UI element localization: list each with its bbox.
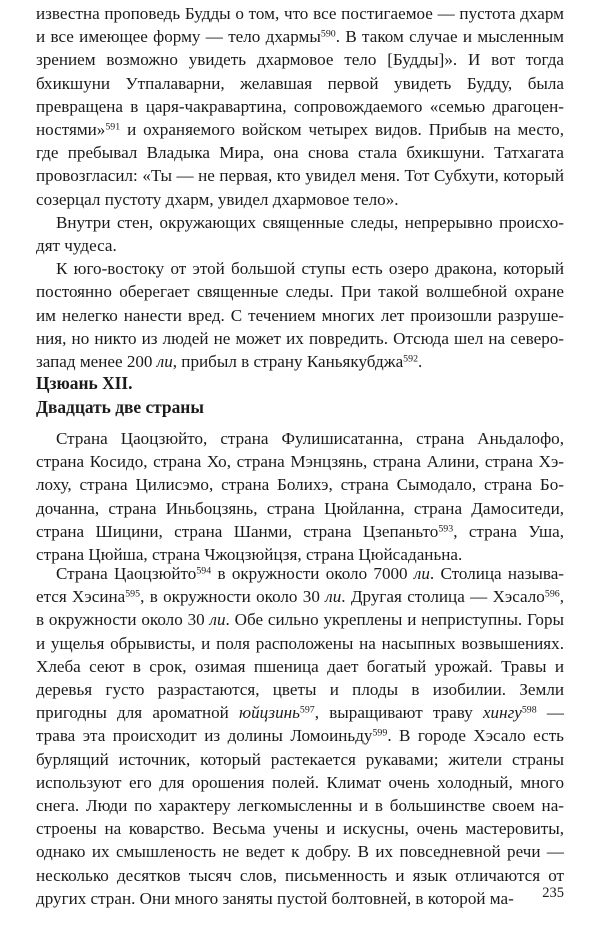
text-run: Страна Цаоцзюйто [56,564,197,583]
page-number: 235 [542,885,564,901]
italic-term: хингу [482,703,522,723]
text-run: и охраняемого войском четырех видов. Прибыв на место, где пребывал Владыка Мира, она снова стала бхикшуни. Татхагата провозгласил: «Ты — не первая, кто увидел меня. Тот Субхути, который созерцал пустоту дхарм, увидел дхармовое тело». [36,120,564,209]
text-run: Внутри стен, окружающих священные следы, непрерывно происходят чудеса. [36,212,564,256]
text-run: . В городе Хэсало есть бурлящий источник, который растекается рукавами; жители страны используют его для орошения полей. Климат очень холодный, много снега. Люди по характеру легкомысленны и в большинстве своем настроены на коварство. Весьма учены и искусны, очень мастеровиты, однако их смышленость не ведет к добру. В их повседневной речи — несколько десятков тысяч слов, письменность и язык отличаются от других стран. Они много заняты пустой болтовней, в которой ма- [36,726,564,908]
text-run: , страна Уша, страна Цюйша, страна Чжоцзюйцзя, страна Цюйсаданьна. [36,521,564,565]
text-run: — трава эта происходит из долины Ломоиньду [36,703,564,746]
footnote-marker: 594 [196,565,212,577]
italic-term: ли [209,610,226,630]
footnote-marker: 596 [544,588,560,600]
italic-term: ли [156,352,173,372]
text-run: , выращивают траву [314,703,483,723]
footnote-marker: 591 [105,121,121,133]
paragraph [36,211,564,257]
footnote-marker: 599 [372,727,388,739]
text-run: . [418,352,423,372]
footnote-marker: 593 [438,523,454,535]
paragraph [36,2,564,211]
text-run: . Столица называется Хэсина [36,564,564,607]
text-run: , прибыл в страну Каньякубджа [172,352,404,372]
text-run: . Обе сильно укреплены и неприступны. Горы и ущелья обрывисты, и поля расположены на насыпных возвышениях. Хлеба сеют в срок, озимая пшеница дает богатый урожай. Травы и деревья густо разрастаются, цветы и плоды в изобилии. Земли пригодны для ароматной [36,610,564,723]
paragraph [36,427,564,566]
italic-term: ли [325,587,342,607]
text-block-country-list [36,427,564,566]
text-run: . Другая столица — Хэсало [341,587,545,607]
italic-term: юйцзинь [239,703,300,723]
text-run: , в окружности около 30 [140,587,326,607]
text-run: Страна Цаоцзюйто, страна Фулишисатанна, страна Аньдалофо, страна Косидо, страна Хо, страна Мэнцзянь, страна Алини, страна Хэлоху, страна Цилисэмо, страна Болихэ, страна Сымодало, страна Бодочанна, страна Иньбоцзянь, страна Цюйланна, страна Дамоситеди, страна Шицини, страна Шанми, страна Цзепаньто [36,429,564,541]
footnote-marker: 592 [403,353,419,365]
text-run: . В таком случае и мысленным зрением возможно увидеть дхармовое тело [Будды]». И вот тогда бхикшуни Утпалаварни, желавшая первой увидеть Будду, была превращена в царя-чакравартина, сопровождаемого «семью драгоценностями» [36,27,564,140]
text-run: , в окружности около 30 [36,587,564,630]
paragraph [36,562,564,910]
chapter-heading-line1: Цзюань XII. [36,373,133,393]
chapter-heading [36,372,564,419]
footnote-marker: 590 [320,28,336,40]
footnote-marker: 598 [521,704,537,716]
footnote-marker: 595 [125,588,141,600]
text-block-bottom [36,562,564,910]
text-run: в окружности около 7000 [211,564,414,583]
text-block-top [36,2,564,373]
text-run: известна проповедь Будды о том, что все постигаемое — пустота дхарм и все имеющее форму — тело дхармы [36,4,564,47]
text-run: К юго-востоку от этой большой ступы есть озеро дракона, который постоянно оберегает священные следы. При такой волшебной охране им нелегко нанести вред. С течением многих лет произошли разрушения, но никто из людей не может их повредить. Отсюда шел на северозапад менее 200 [36,259,564,372]
footnote-marker: 597 [299,704,315,716]
paragraph [36,257,564,373]
italic-term: ли [413,564,430,583]
chapter-heading-line2: Двадцать две страны [36,396,204,417]
